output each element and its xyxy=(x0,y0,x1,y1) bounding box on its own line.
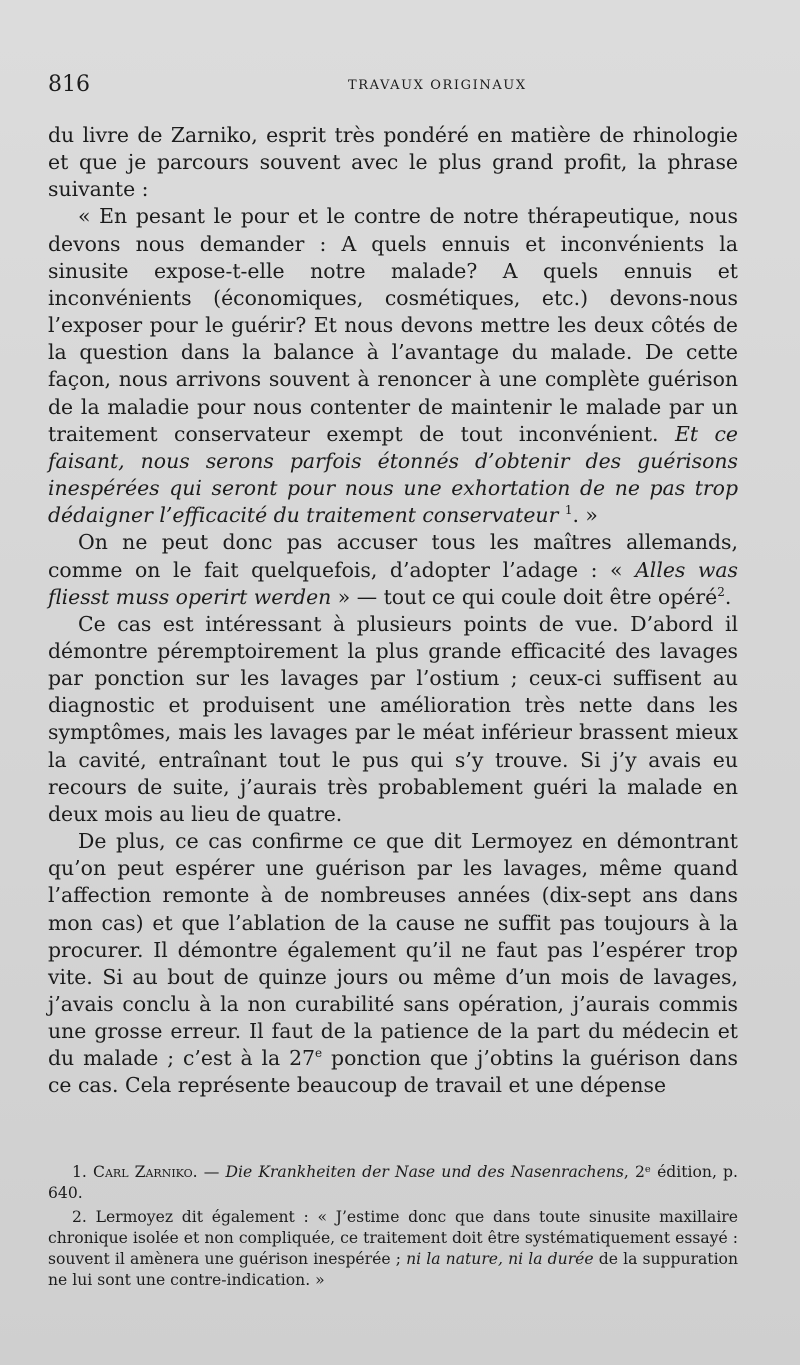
quotation-end: . » xyxy=(572,503,598,528)
page-header xyxy=(48,72,748,102)
footnote-number: 1. xyxy=(72,1163,94,1181)
paragraph-end: . xyxy=(724,584,732,609)
german-adage: Alles was fliesst muss operirt werden xyxy=(48,557,739,609)
paragraph-continuation xyxy=(48,122,738,203)
paragraph xyxy=(48,828,738,1100)
paragraph-text: ponction que j’obtins la guérison dans ce cas. Cela représente beaucoup de travail et une dépense xyxy=(48,1046,738,1098)
footnote-citation: , 2ᵉ édition, p. 640. xyxy=(48,1163,738,1202)
footnote-italic-text: ni la nature, ni la durée xyxy=(406,1250,594,1268)
page-number: 816 xyxy=(48,72,90,97)
quotation-italic-text: Et ce faisant, nous serons parfois étonnés d’obtenir des guérisons inespérées qui seront pour nous une exhortation de ne pas trop dédaigner l’efficacité du traitement conservateur xyxy=(48,421,738,528)
running-title: TRAVAUX ORIGINAUX xyxy=(348,78,527,93)
quotation-text: « En pesant le pour et le contre de notre thérapeutique, nous devons nous demander : A quels ennuis et inconvénients la sinusite expose-t-elle notre malade? A quels ennuis et inconvénients (économiques, cosmétiques, etc.) devons-nous l’exposer pour le guérir? Et nous devons mettre les deux côtés de la question dans la balance à l’avantage du malade. De cette façon, nous arrivons souvent à renoncer à une complète guérison de la maladie pour nous contenter de maintenir le malade par un traitement conservateur exempt de tout inconvénient. xyxy=(48,204,738,446)
paragraph-text: Ce cas est intéressant à plusieurs points de vue. D’abord il démontre péremptoirement la plus grande efficacité des lavages par ponction sur les lavages par l’ostium ; ceux-ci suffisent au diagnostic et produisent une amélioration très nette dans les symptômes, mais les lavages par le méat inférieur brassent mieux la cavité, entraînant tout le pus qui s’y trouve. Si j’y avais eu recours de suite, j’aurais très probablement guéri la malade en deux mois au lieu de quatre. xyxy=(48,611,738,826)
ordinal-superscript: e xyxy=(315,1046,323,1061)
footnote-2 xyxy=(48,1207,738,1291)
paragraph-text: On ne peut donc pas accuser tous les maîtres allemands, comme on le fait quelquefois, d’adopter l’adage : « xyxy=(48,530,738,582)
footnote-dash: — xyxy=(197,1163,226,1181)
footnote-ref-2: 2 xyxy=(717,584,725,599)
footnote-ref-1: 1 xyxy=(564,503,573,518)
footnote-text: de la suppuration ne lui sont une contre-indication. » xyxy=(48,1250,738,1289)
quotation-paragraph xyxy=(48,203,738,529)
paragraph xyxy=(48,611,738,828)
footnote-book-title: Die Krankheiten der Nase und des Nasenrachens xyxy=(225,1163,624,1181)
footnotes xyxy=(48,1162,738,1294)
footnote-1 xyxy=(48,1162,738,1204)
paragraph-text: De plus, ce cas confirme ce que dit Lermoyez en démontrant qu’on peut espérer une guérison par les lavages, même quand l’affection remonte à de nombreuses années (dix-sept ans dans mon cas) et que l’ablation de la cause ne suffit pas toujours à la procurer. Il démontre également qu’il ne faut pas l’espérer trop vite. Si au bout de quinze jours ou même d’un mois de lavages, j’avais conclu à la non curabilité sans opération, j’aurais commis une grosse erreur. Il faut de la patience de la part du médecin et du malade ; c’est à la 27 xyxy=(48,829,738,1071)
paragraph-text: » — tout ce qui coule doit être opéré xyxy=(331,584,718,609)
main-text xyxy=(48,122,738,1100)
paragraph xyxy=(48,529,738,610)
paragraph-text: du livre de Zarniko, esprit très pondéré en matière de rhinologie et que je parcours souvent avec le plus grand profit, la phrase suivante : xyxy=(48,123,738,202)
footnote-text: 2. Lermoyez dit également : « J’estime donc que dans toute sinusite maxillaire chronique isolée et non compliquée, ce traitement doit être systématiquement essayé : souvent il amènera une guérison inespérée ; xyxy=(48,1208,738,1268)
footnote-author: Carl Zarniko. xyxy=(93,1163,198,1181)
